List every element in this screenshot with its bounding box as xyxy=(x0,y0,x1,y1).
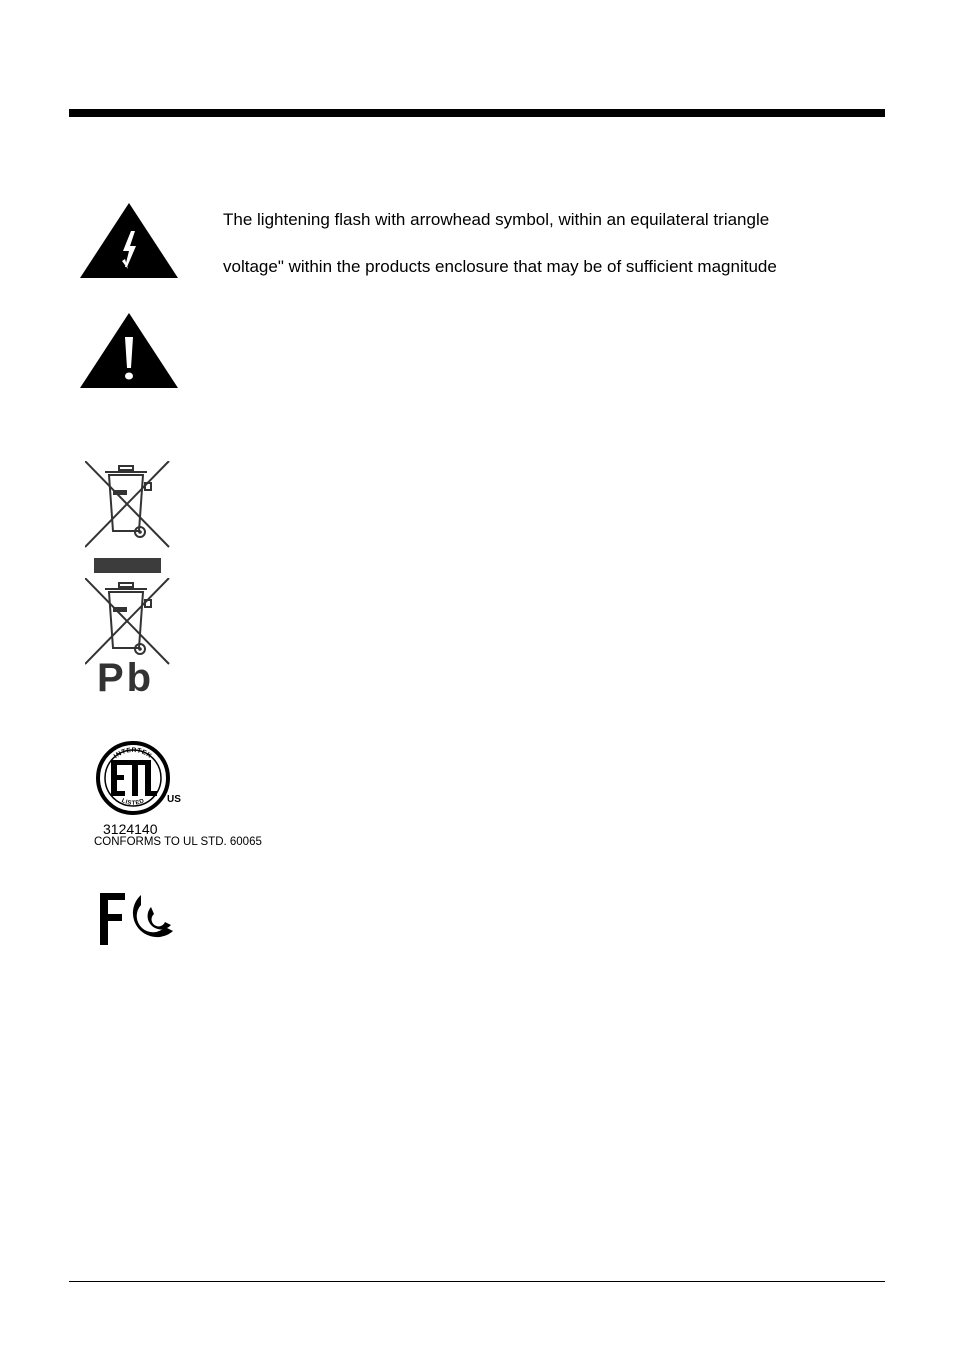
pb-label: Pb xyxy=(97,656,155,700)
safety-text-line: The lightening flash with arrowhead symbol, within an equilateral triangle xyxy=(223,210,770,229)
etl-ring-bottom-text: LISTED xyxy=(120,798,146,807)
crossed-out-bin-pb-icon xyxy=(85,578,171,668)
bottom-rule xyxy=(69,1281,885,1282)
etl-ring-top-text: INTERTEK xyxy=(112,746,154,761)
etl-country-text: US xyxy=(167,794,181,805)
etl-listed-mark-icon xyxy=(95,740,190,818)
fcc-logo-icon xyxy=(99,891,179,947)
etl-listing-number: 3124140 xyxy=(103,821,158,837)
svg-text:LISTED xyxy=(120,798,145,807)
etl-conforms-text: CONFORMS TO UL STD. 60065 xyxy=(94,836,262,848)
crossed-out-bin-icon xyxy=(85,461,171,575)
safety-text-line: voltage" within the products enclosure that may be of sufficient magnitude xyxy=(223,257,777,276)
lightning-warning-icon xyxy=(79,203,179,279)
exclamation-warning-icon xyxy=(79,313,179,389)
top-rule xyxy=(69,109,885,117)
